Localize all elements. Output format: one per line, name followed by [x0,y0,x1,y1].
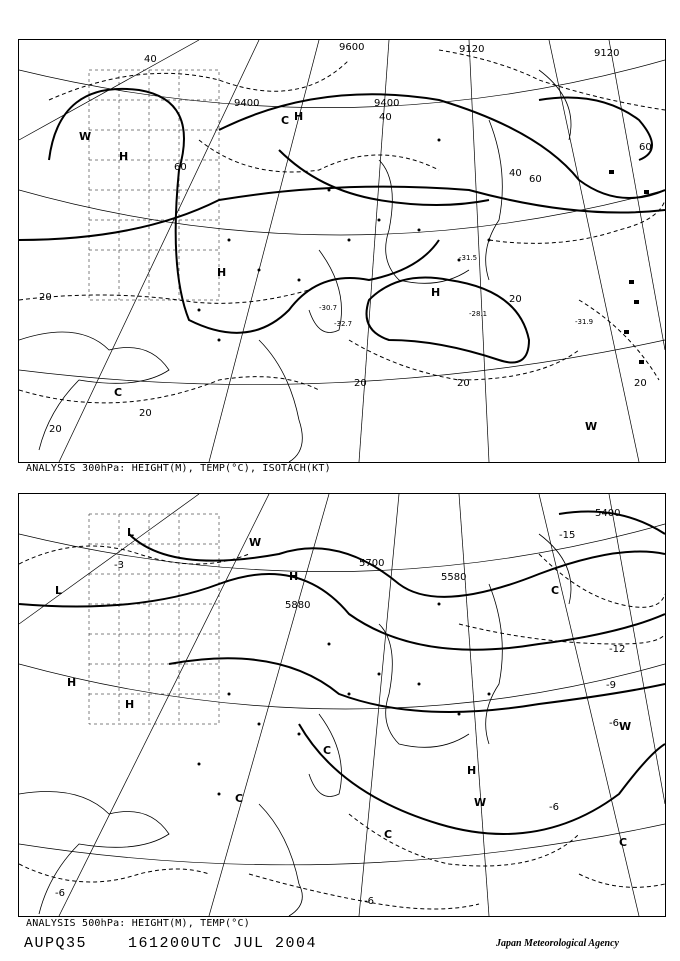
temp-label: -9 [606,680,616,691]
caption-300hpa: ANALYSIS 300hPa: HEIGHT(M), TEMP(°C), ISOTACH(KT) [26,463,331,474]
temp-label: -30.7 [319,304,338,312]
temp-label: -6 [364,896,374,907]
center-marker: C [235,792,244,805]
hatched-area [89,70,219,300]
caption-500hpa: ANALYSIS 500hPa: HEIGHT(M), TEMP(°C) [26,918,250,929]
height-label: 9120 [459,44,485,55]
isotach-label: 60 [639,142,652,153]
center-marker: H [217,266,227,279]
temp-label: -6 [549,802,559,813]
temp-label: -31.9 [575,318,594,326]
center-marker: W [585,420,598,433]
height-label: 9400 [234,98,260,109]
temp-label: -6 [55,888,65,899]
valid-time: 161200UTC JUL 2004 [128,935,318,952]
height-label: 9120 [594,48,620,59]
station-plots [198,139,650,365]
center-marker: H [289,570,299,583]
isotach-label: 20 [634,378,647,389]
station-plots [198,603,491,796]
temp-label: -3 [114,560,124,571]
isotach-label: 20 [39,292,52,303]
pressure-centers [55,526,631,849]
center-marker: C [323,744,332,757]
height-label: 9400 [374,98,400,109]
center-marker: W [79,130,92,143]
center-marker: H [119,150,129,163]
center-marker: L [127,526,135,539]
height-label: 5400 [595,508,621,519]
height-label: 5580 [441,572,467,583]
isotachs [19,50,665,403]
center-marker: C [619,836,628,849]
temp-label: -12 [609,644,626,655]
center-marker: H [125,698,135,711]
center-marker: C [281,114,290,127]
center-marker: H [294,110,304,123]
temp-label: -32.7 [334,320,353,328]
isotach-label: 60 [529,174,542,185]
isotach-label: 40 [144,54,157,65]
center-marker: C [384,828,393,841]
map-500hpa [18,493,666,917]
map-labels [55,508,628,907]
isotherms [19,546,665,909]
map-300hpa-canvas [19,40,665,462]
height-label: 5880 [285,600,311,611]
temp-label: -15 [559,530,576,541]
center-marker: W [249,536,262,549]
isotach-label: 20 [49,424,62,435]
chart-code: AUPQ35 [24,935,88,952]
isotach-label: 20 [509,294,522,305]
center-marker: W [474,796,487,809]
isotach-label: 20 [457,378,470,389]
map-500hpa-canvas [19,494,665,916]
height-label: 5700 [359,558,385,569]
height-label: 9600 [339,42,365,53]
isotach-label: 40 [379,112,392,123]
temp-label: -31.5 [459,254,478,262]
map-labels [39,42,652,435]
center-marker: L [55,584,63,597]
temp-label: -6 [609,718,619,729]
center-marker: H [467,764,477,777]
center-marker: H [431,286,441,299]
center-marker: W [619,720,632,733]
map-300hpa [18,39,666,463]
isotach-label: 20 [354,378,367,389]
isotach-label: 20 [139,408,152,419]
hatched-area [89,514,219,724]
center-marker: C [114,386,123,399]
isotach-label: 40 [509,168,522,179]
isotach-label: 60 [174,162,187,173]
center-marker: C [551,584,560,597]
graticule [19,494,665,916]
pressure-centers [79,110,597,433]
temp-label: -28.1 [469,310,488,318]
agency-name: Japan Meteorological Agency [496,938,619,949]
center-marker: H [67,676,77,689]
